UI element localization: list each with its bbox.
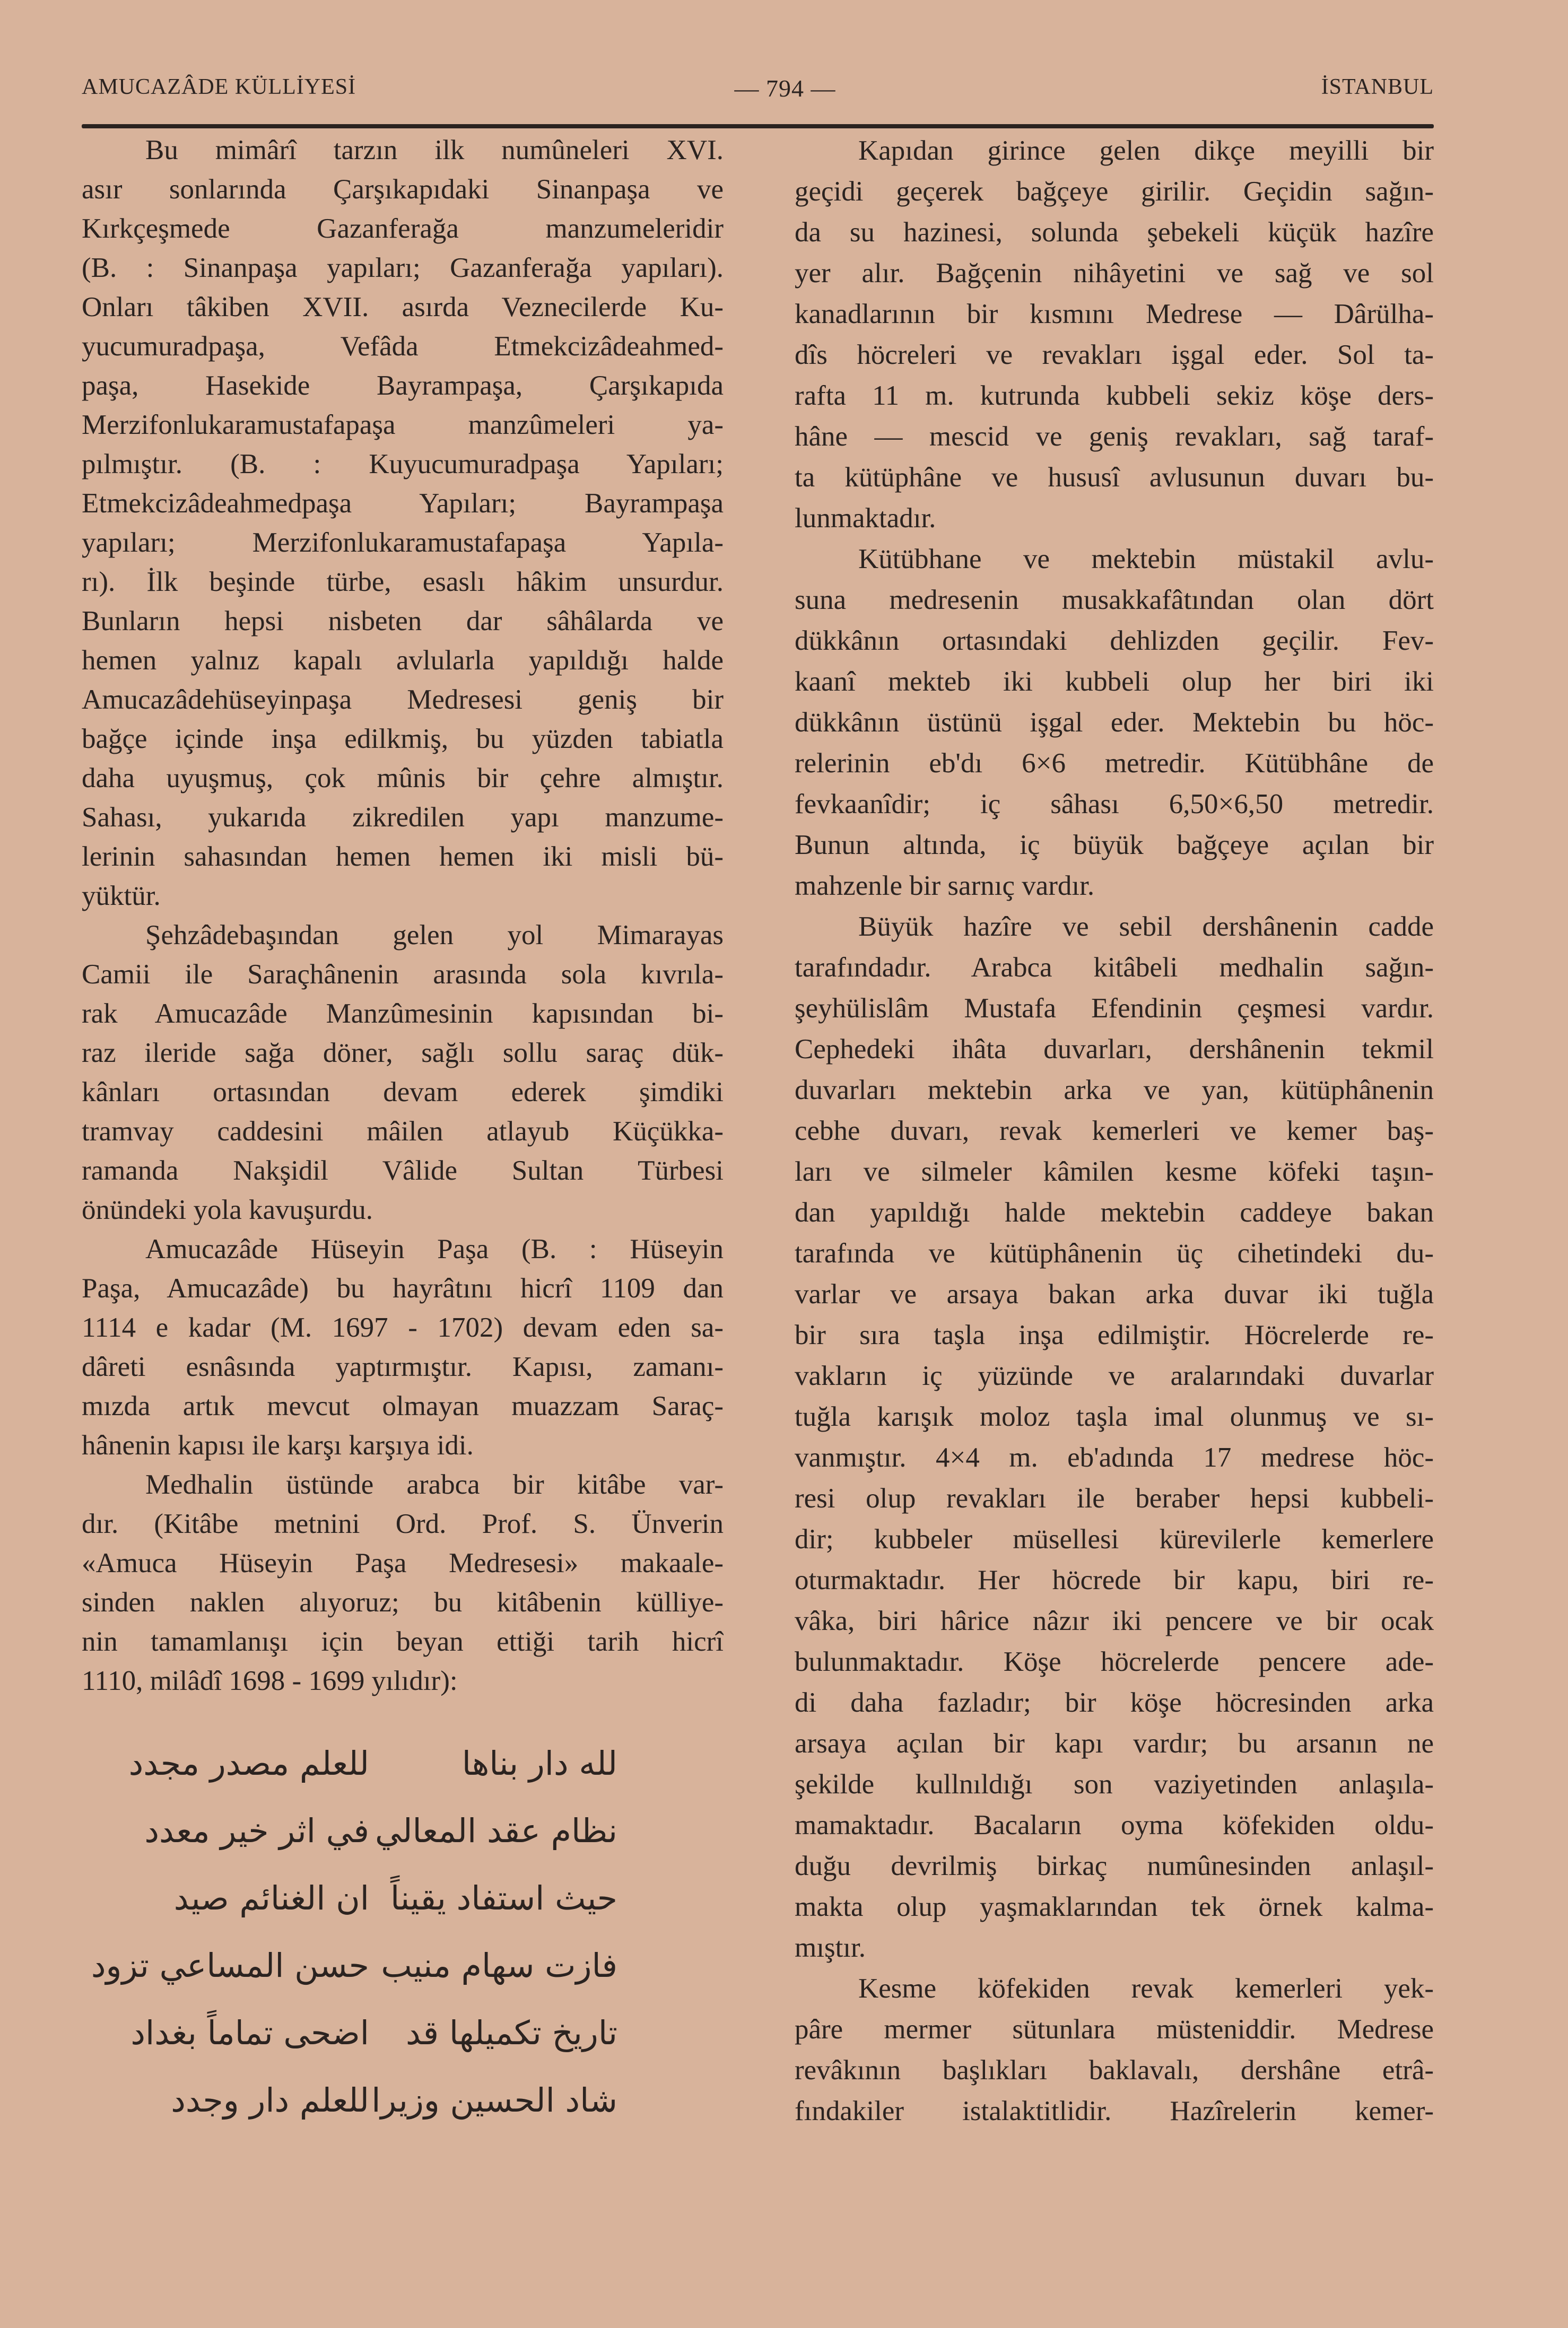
left-column — [82, 130, 724, 1701]
text-line: hâne — mescid ve geniş revakları, sağ taraf- — [795, 421, 1434, 452]
text-line: fındakiler istalaktitlidir. Hazîrelerin kemer- — [795, 2096, 1434, 2126]
text-line: Kırkçeşmede Gazanferağa manzumeleridir — [82, 213, 724, 244]
text-line: fevkaanîdir; iç sâhası 6,50×6,50 metredir. — [795, 789, 1434, 819]
text-line: varlar ve arsaya bakan arka duvar iki tuğla — [795, 1279, 1434, 1310]
hemistich-right: نظام عقد المعالي — [374, 1811, 617, 1850]
text-line: yer alır. Bağçenin nihâyetini ve sağ ve sol — [795, 258, 1434, 289]
hemistich-right: حيث استفاد يقيناً — [390, 1879, 617, 1917]
text-line: Kesme köfekiden revak kemerleri yek- — [858, 1973, 1434, 2004]
text-line: raz ileride sağa döner, sağlı sollu saraç dük- — [82, 1037, 724, 1068]
text-line: kânları ortasından devam ederek şimdiki — [82, 1077, 724, 1108]
hemistich-left: للعلم دار وجدد — [171, 2081, 369, 2120]
text-line: Merzifonlukaramustafapaşa manzûmeleri ya- — [82, 409, 724, 440]
text-line: kanadlarının bir kısmını Medrese — Dârülha- — [795, 299, 1434, 329]
text-line: geçidi geçerek bağçeye girilir. Geçidin sağın- — [795, 176, 1434, 207]
arabic-inscription — [82, 1734, 724, 2139]
inscription-verse — [82, 1734, 724, 1802]
hemistich-right: فازت سهام منيب — [381, 1946, 617, 1985]
text-line: 1114 e kadar (M. 1697 - 1702) devam eden sa- — [82, 1312, 724, 1343]
text-line: duğu devrilmiş birkaç numûnesinden anlaşıl- — [795, 1851, 1434, 1881]
text-line: Amucazâde Hüseyin Paşa (B. : Hüseyin — [145, 1234, 724, 1265]
hemistich-left: اضحى تماماً بغداد — [130, 2013, 369, 2052]
text-line: Kapıdan girince gelen dikçe meyilli bir — [858, 135, 1434, 166]
text-line: da su hazinesi, solunda şebekeli küçük hazîre — [795, 217, 1434, 248]
text-line: makta olup yaşmaklarından tek örnek kalma- — [795, 1891, 1434, 1922]
text-line: Onları tâkiben XVII. asırda Veznecilerde Ku- — [82, 292, 724, 322]
text-line: nin tamamlanışı için beyan ettiği tarih hicrî — [82, 1626, 724, 1657]
text-line: daha uyuşmuş, çok mûnis bir çehre almıştır. — [82, 763, 724, 794]
text-line: vâka, biri hârice nâzır iki pencere ve bir ocak — [795, 1606, 1434, 1636]
hemistich-left: حسن المساعي تزود — [91, 1946, 369, 1985]
running-head-section: İSTANBUL — [1321, 75, 1434, 99]
text-line: mamaktadır. Bacaların oyma köfekiden oldu- — [795, 1810, 1434, 1841]
text-line: şeyhülislâm Mustafa Efendinin çeşmesi vardır. — [795, 993, 1434, 1024]
inscription-verse — [82, 1937, 724, 2004]
text-line: rak Amucazâde Manzûmesinin kapısından bi- — [82, 998, 724, 1029]
text-line: resi olup revakları ile beraber hepsi kubbeli- — [795, 1483, 1434, 1514]
text-line: lunmaktadır. — [795, 503, 936, 534]
text-line: ları ve silmeler kâmilen kesme köfeki taşın- — [795, 1156, 1434, 1187]
text-line: dâreti esnâsında yaptırmıştır. Kapısı, zamanı- — [82, 1352, 724, 1382]
text-line: pâre mermer sütunlara müsteniddir. Medrese — [795, 2014, 1434, 2045]
hemistich-left: ان الغنائم صيد — [173, 1879, 369, 1917]
text-line: rı). İlk beşinde türbe, esaslı hâkim unsurdur. — [82, 566, 724, 597]
text-line: mızda artık mevcut olmayan muazzam Saraç- — [82, 1391, 724, 1422]
header-rule — [82, 124, 1434, 128]
text-line: suna medresenin musakkafâtından olan dört — [795, 585, 1434, 615]
text-line: Cephedeki ihâta duvarları, dershânenin tekmil — [795, 1034, 1434, 1065]
text-line: Bunların hepsi nisbeten dar sâhâlarda ve — [82, 606, 724, 637]
text-line: Şehzâdebaşından gelen yol Mimarayas — [145, 920, 724, 951]
text-line: mahzenle bir sarnıç vardır. — [795, 870, 1095, 901]
text-line: Etmekcizâdeahmedpaşa Yapıları; Bayrampaşa — [82, 488, 724, 519]
hemistich-left: في اثر خير معدد — [144, 1811, 369, 1850]
text-line: lerinin sahasından hemen hemen iki misli bü- — [82, 841, 724, 872]
text-line: ta kütüphâne ve hususî avlusunun duvarı bu- — [795, 462, 1434, 493]
text-line: pılmıştır. (B. : Kuyucumuradpaşa Yapıları; — [82, 449, 724, 479]
text-line: bağçe içinde inşa edilkmiş, bu yüzden tabiatla — [82, 723, 724, 754]
page-number: — 794 — — [734, 75, 836, 102]
text-line: bir sıra taşla inşa edilmiştir. Höcrelerde re- — [795, 1320, 1434, 1350]
text-line: vanmıştır. 4×4 m. eb'adında 17 medrese höc- — [795, 1442, 1434, 1473]
text-line: di daha fazladır; bir köşe höcresinden arka — [795, 1687, 1434, 1718]
text-line: ramanda Nakşidil Vâlide Sultan Türbesi — [82, 1155, 724, 1186]
text-line: Büyük hazîre ve sebil dershânenin cadde — [858, 911, 1434, 942]
text-line: Bu mimârî tarzın ilk numûneleri XVI. — [145, 135, 724, 165]
text-line: Bunun altında, iç büyük bağçeye açılan bir — [795, 830, 1434, 860]
text-line: Paşa, Amucazâde) bu hayrâtını hicrî 1109 dan — [82, 1273, 724, 1304]
text-line: Kütübhane ve mektebin müstakil avlu- — [858, 544, 1434, 574]
text-line: tuğla karışık moloz taşla imal olunmuş ve sı- — [795, 1401, 1434, 1432]
text-line: relerinin eb'dı 6×6 metredir. Kütübhâne de — [795, 748, 1434, 779]
hemistich-left: للعلم مصدر مجدد — [128, 1744, 369, 1783]
text-line: mıştır. — [795, 1932, 866, 1963]
hemistich-right: تاريخ تكميلها قد — [405, 2013, 617, 2052]
running-head-title: AMUCAZÂDE KÜLLİYESİ — [82, 75, 356, 99]
text-line: önündeki yola kavuşurdu. — [82, 1194, 373, 1225]
inscription-verse — [82, 1802, 724, 1869]
text-line: paşa, Hasekide Bayrampaşa, Çarşıkapıda — [82, 370, 724, 401]
inscription-verse — [82, 1869, 724, 1937]
text-line: tarafında ve kütüphânenin üç cihetindeki du- — [795, 1238, 1434, 1269]
text-line: Medhalin üstünde arabca bir kitâbe var- — [145, 1469, 724, 1500]
right-column — [795, 130, 1434, 2132]
text-line: rafta 11 m. kutrunda kubbeli sekiz köşe ders- — [795, 380, 1434, 411]
text-line: arsaya açılan bir kapı vardır; bu arsanın ne — [795, 1728, 1434, 1759]
text-line: yapıları; Merzifonlukaramustafapaşa Yapıla- — [82, 527, 724, 558]
text-line: bulunmaktadır. Köşe höcrelerde pencere ade- — [795, 1646, 1434, 1677]
text-line: yucumuradpaşa, Vefâda Etmekcizâdeahmed- — [82, 331, 724, 362]
text-line: dîs höcreleri ve revakları işgal eder. Sol ta- — [795, 339, 1434, 370]
text-line: 1110, milâdî 1698 - 1699 yılıdır): — [82, 1666, 458, 1696]
text-line: tarafındadır. Arabca kitâbeli medhalin sağın- — [795, 952, 1434, 983]
text-line: asır sonlarında Çarşıkapıdaki Sinanpaşa ve — [82, 174, 724, 205]
text-line: Amucazâdehüseyinpaşa Medresesi geniş bir — [82, 684, 724, 715]
text-line: oturmaktadır. Her höcrede bir kapu, biri re- — [795, 1565, 1434, 1595]
text-line: dan yapıldığı halde mektebin caddeye bakan — [795, 1197, 1434, 1228]
text-line: sinden naklen alıyoruz; bu kitâbenin külliye- — [82, 1587, 724, 1618]
text-line: Sahası, yukarıda zikredilen yapı manzume- — [82, 802, 724, 833]
text-line: duvarları mektebin arka ve yan, kütüphânenin — [795, 1075, 1434, 1105]
text-line: tramvay caddesini mâilen atlayub Küçükka- — [82, 1116, 724, 1147]
text-line: «Amuca Hüseyin Paşa Medresesi» makaale- — [82, 1548, 724, 1579]
text-line: Camii ile Saraçhânenin arasında sola kıvrıla- — [82, 959, 724, 990]
text-line: dükkânın ortasındaki dehlizden geçilir. Fev- — [795, 625, 1434, 656]
text-line: dir; kubbeler müsellesi kürevilerle kemerlere — [795, 1524, 1434, 1555]
text-line: cebhe duvarı, revak kemerleri ve kemer baş- — [795, 1115, 1434, 1146]
text-line: dır. (Kitâbe metnini Ord. Prof. S. Ünverin — [82, 1509, 724, 1539]
text-line: şekilde kullnıldığı son vaziyetinden anlaşıla- — [795, 1769, 1434, 1800]
text-line: hânenin kapısı ile karşı karşıya idi. — [82, 1430, 474, 1461]
hemistich-right: لله دار بناها — [461, 1744, 617, 1783]
text-line: vakların iç yüzünde ve aralarındaki duvarlar — [795, 1361, 1434, 1391]
hemistich-right: شاد الحسين وزيرا — [371, 2081, 617, 2120]
text-line: dükkânın üstünü işgal eder. Mektebin bu höc- — [795, 707, 1434, 738]
inscription-verse — [82, 2004, 724, 2071]
text-line: revâkının başlıkları baklavalı, dershâne etrâ- — [795, 2055, 1434, 2086]
text-line: yüktür. — [82, 880, 161, 911]
text-line: hemen yalnız kapalı avlularla yapıldığı halde — [82, 645, 724, 676]
inscription-verse — [82, 2071, 724, 2139]
text-line: kaanî mekteb iki kubbeli olup her biri iki — [795, 666, 1434, 697]
text-line: (B. : Sinanpaşa yapıları; Gazanferağa yapıları). — [82, 252, 724, 283]
